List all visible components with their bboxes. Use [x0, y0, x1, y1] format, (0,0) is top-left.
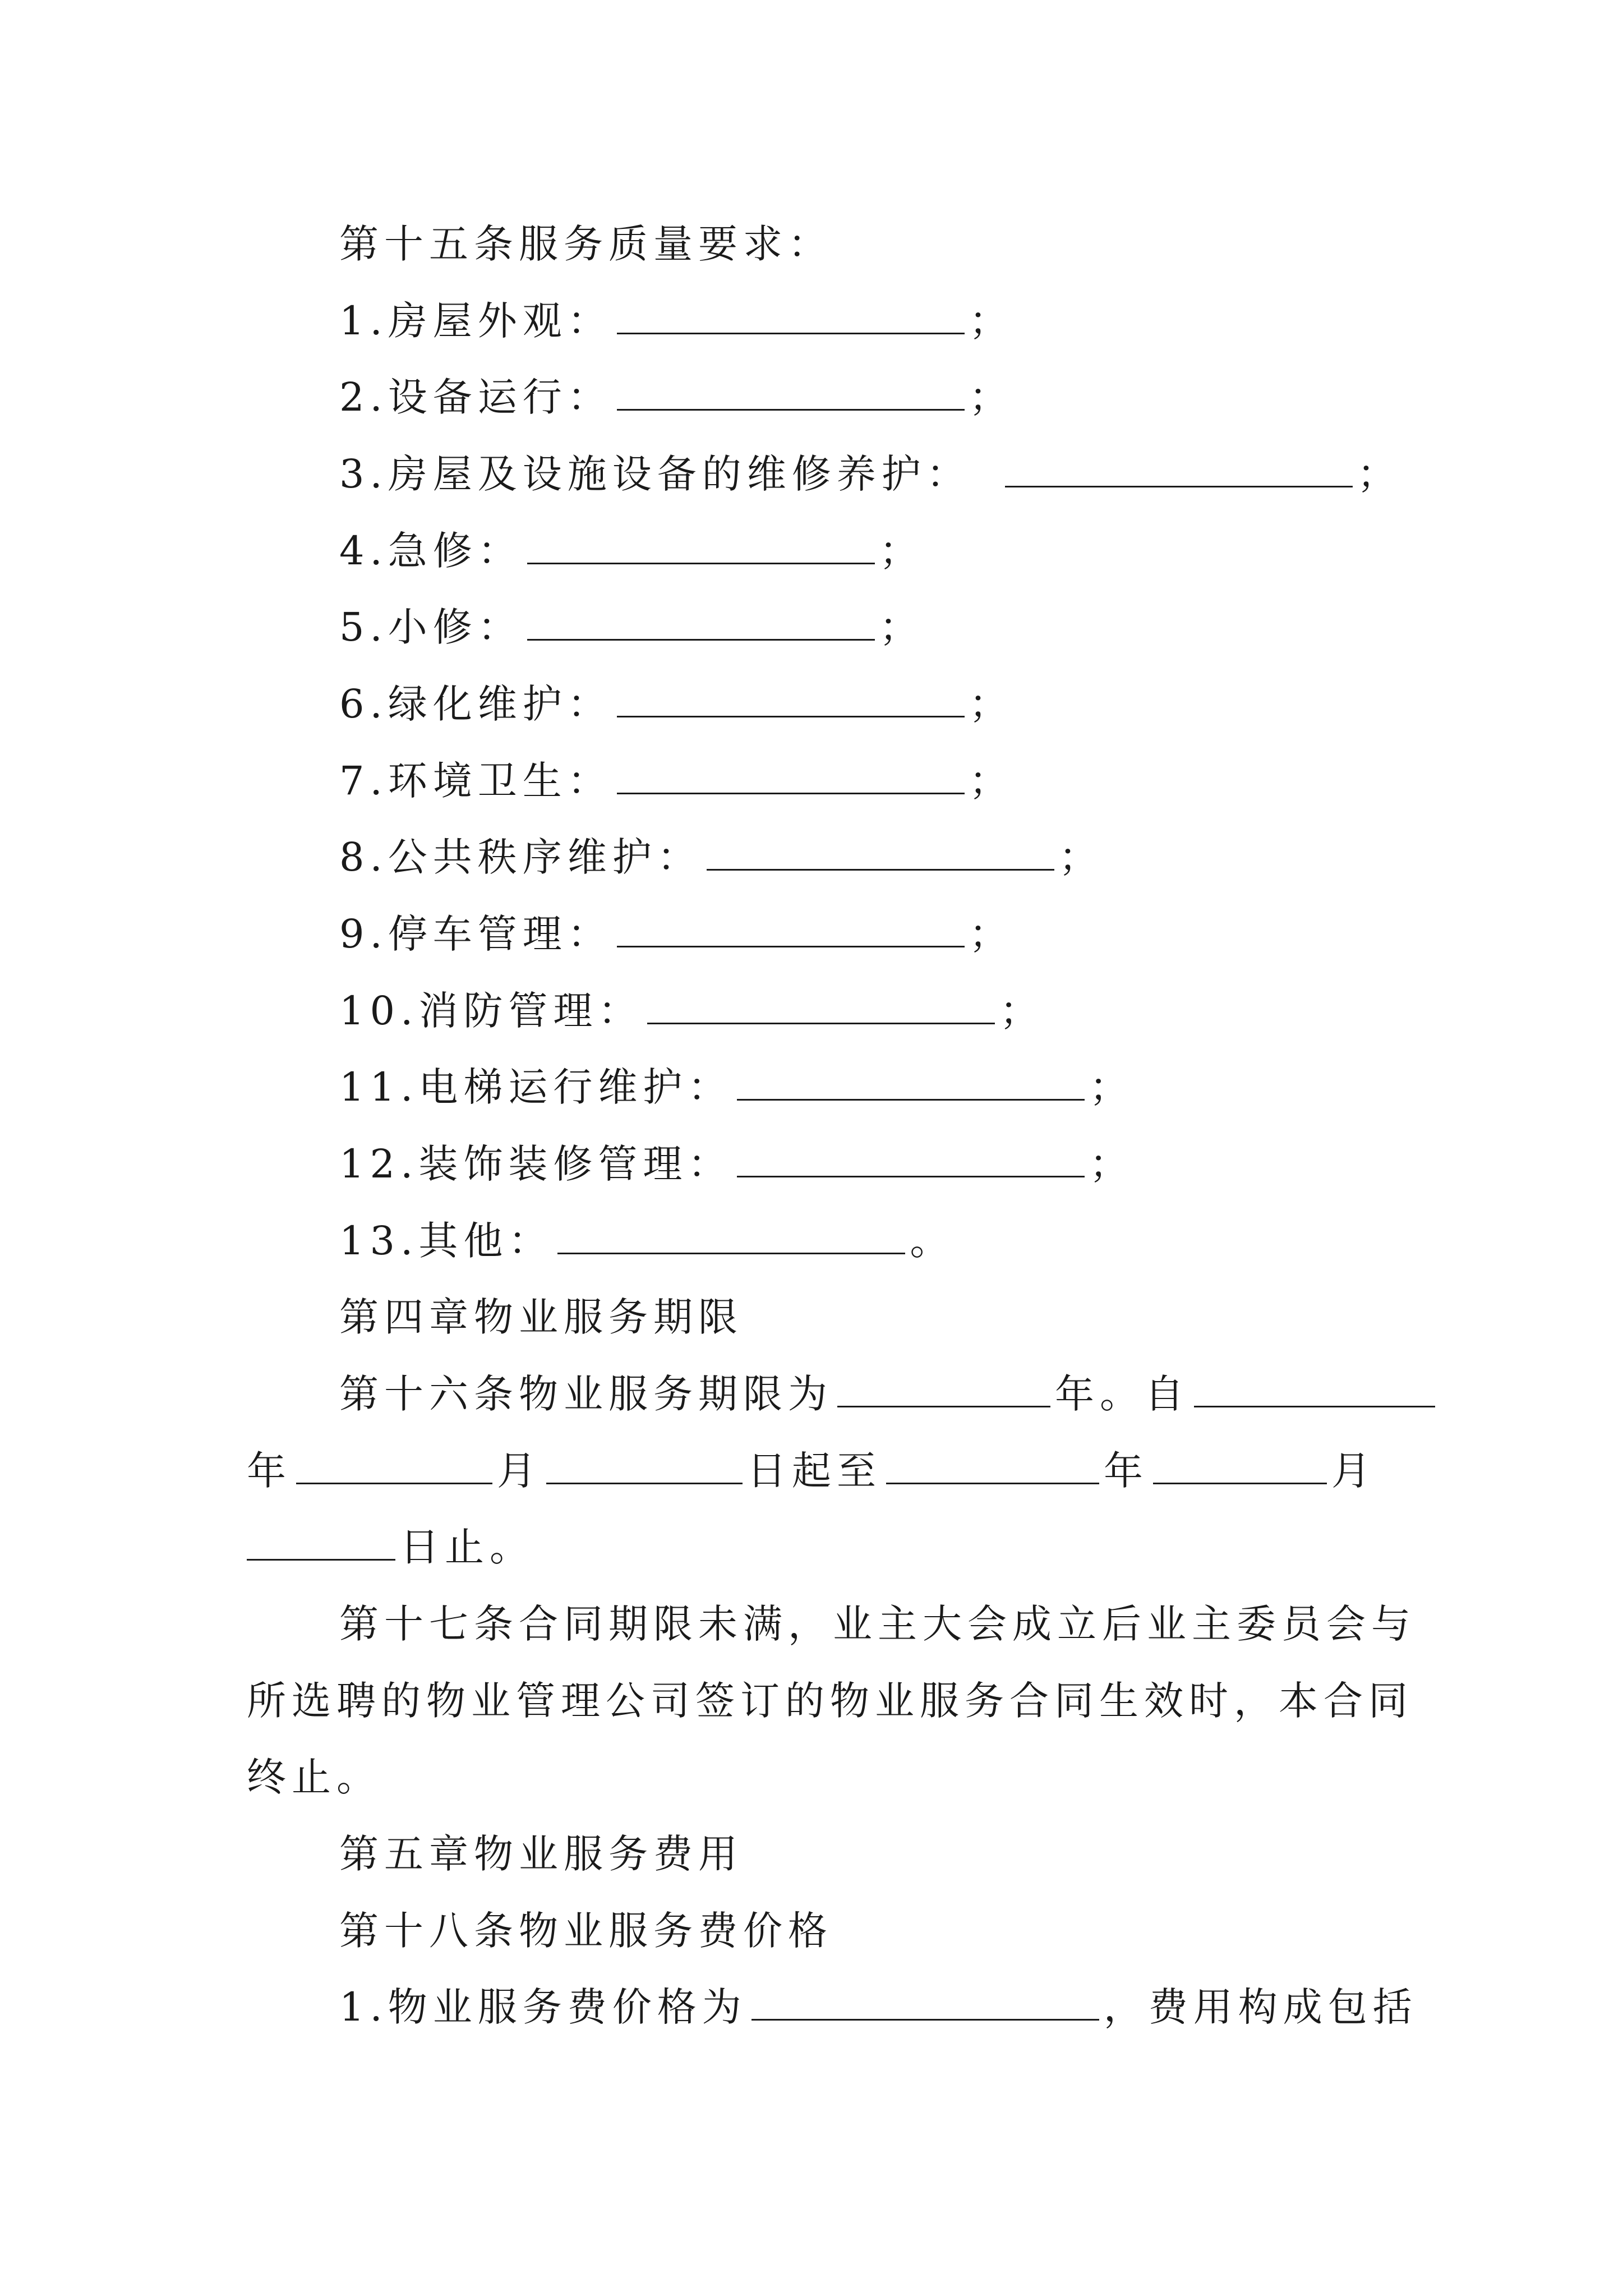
list-item: 9.停车管理： ；	[339, 911, 1014, 957]
fill-in-blank-end-year[interactable]	[886, 1448, 1099, 1484]
list-item: 1.房屋外观： ；	[339, 298, 1014, 344]
fill-in-blank-start-year[interactable]	[1194, 1371, 1435, 1407]
article-18-title: 第十八条物业服务费价格	[339, 1908, 833, 1954]
fill-in-blank[interactable]	[737, 1141, 1085, 1177]
list-item: 7.环境卫生： ；	[339, 758, 1014, 804]
article-18-item-1: 1.物业服务费价格为 ，费用构成包括	[339, 1984, 1418, 2030]
article-15-title: 第十五条服务质量要求：	[339, 221, 833, 267]
list-item: 2.设备运行： ；	[339, 374, 1014, 420]
fill-in-blank-years[interactable]	[837, 1371, 1050, 1407]
fill-in-blank[interactable]	[707, 834, 1054, 871]
fill-in-blank[interactable]	[527, 604, 875, 641]
fill-in-blank[interactable]	[557, 1218, 905, 1254]
list-item: 11.电梯运行维护： ；	[339, 1064, 1135, 1110]
fill-in-blank[interactable]	[1005, 451, 1353, 487]
chapter-4-heading: 第四章物业服务期限	[339, 1294, 743, 1340]
article-17-line-2: 所选聘的物业管理公司签订的物业服务合同生效时，本合同	[247, 1678, 1413, 1724]
fill-in-blank[interactable]	[617, 681, 965, 717]
fill-in-blank[interactable]	[527, 528, 875, 564]
article-16-line-2: 年 月 日起至 年 月	[247, 1448, 1376, 1494]
fill-in-blank[interactable]	[737, 1064, 1085, 1101]
article-17-line-1: 第十七条合同期限未满，业主大会成立后业主委员会与	[339, 1601, 1416, 1647]
fill-in-blank-end-day[interactable]	[247, 1524, 395, 1561]
fill-in-blank[interactable]	[617, 911, 965, 947]
list-item: 8.公共秩序维护： ；	[339, 834, 1104, 880]
fill-in-blank[interactable]	[617, 298, 965, 334]
list-item: 5.小修： ；	[339, 604, 924, 650]
fill-in-blank-end-month[interactable]	[1153, 1448, 1327, 1484]
article-16-line-1: 第十六条物业服务期限为 年。自	[339, 1366, 1391, 1422]
fill-in-blank[interactable]	[617, 758, 965, 794]
fill-in-blank-price[interactable]	[751, 1984, 1099, 2021]
article-16-line-3: 日止。	[247, 1519, 1391, 1575]
fill-in-blank-start-month[interactable]	[296, 1448, 492, 1484]
list-item: 10.消防管理： ；	[339, 988, 1045, 1034]
fill-in-blank[interactable]	[647, 988, 995, 1024]
chapter-5-heading: 第五章物业服务费用	[339, 1831, 743, 1877]
list-item: 4.急修： ；	[339, 528, 924, 574]
list-item: 6.绿化维护： ；	[339, 681, 1014, 727]
list-item: 3.房屋及设施设备的维修养护： ；	[339, 451, 1402, 497]
fill-in-blank[interactable]	[617, 374, 965, 411]
article-17-line-3: 终止。	[247, 1754, 381, 1800]
list-item: 13.其他： 。	[339, 1218, 955, 1264]
list-item: 12.装饰装修管理： ；	[339, 1141, 1135, 1187]
fill-in-blank-start-day[interactable]	[546, 1448, 743, 1484]
